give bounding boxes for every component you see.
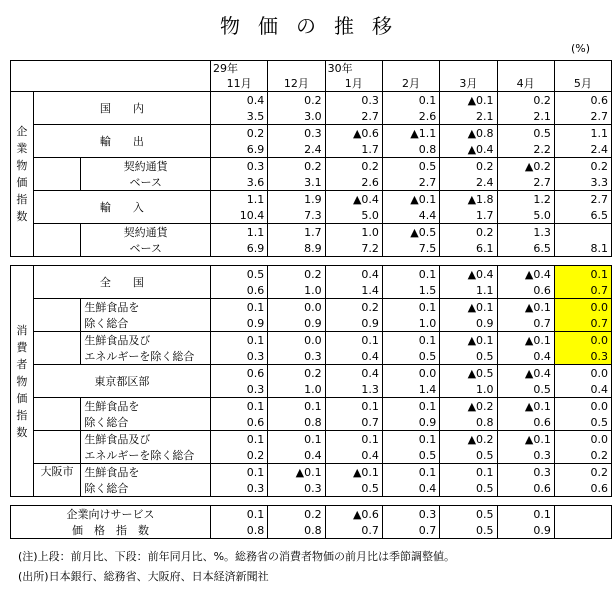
spacer xyxy=(382,257,439,266)
value-cell: 4.4 xyxy=(382,207,439,224)
value-cell: 2.7 xyxy=(554,191,611,208)
spacer xyxy=(497,497,554,506)
value-cell: 0.5 xyxy=(440,506,497,523)
value-cell: 2.4 xyxy=(440,174,497,191)
year-header xyxy=(440,61,497,77)
value-cell: ▲0.1 xyxy=(440,299,497,316)
value-cell: ▲0.4 xyxy=(440,266,497,283)
row-label: 東京都区部 xyxy=(33,365,210,398)
value-cell: 6.1 xyxy=(440,240,497,257)
value-cell: 0.1 xyxy=(382,332,439,349)
spacer xyxy=(33,497,81,506)
value-cell: 1.9 xyxy=(268,191,325,208)
unit-label: (%) xyxy=(571,42,591,55)
value-cell: 0.7 xyxy=(497,315,554,332)
value-cell: 1.5 xyxy=(382,282,439,299)
title-char: 価 xyxy=(258,14,278,38)
value-cell: 1.4 xyxy=(325,282,382,299)
value-cell: 0.4 xyxy=(210,92,267,109)
corner-cell xyxy=(11,61,211,92)
value-cell: 0.2 xyxy=(268,365,325,382)
value-cell: ▲0.8 xyxy=(440,125,497,142)
row-label: エネルギーを除く総合 xyxy=(81,447,211,464)
value-cell: 0.4 xyxy=(325,266,382,283)
value-cell: 2.1 xyxy=(497,108,554,125)
row-label: 生鮮食品を xyxy=(81,464,211,481)
row-label: 除く総合 xyxy=(81,480,211,497)
value-cell: 0.6 xyxy=(210,282,267,299)
value-cell: 0.6 xyxy=(497,282,554,299)
value-cell: 1.1 xyxy=(554,125,611,142)
value-cell: 0.2 xyxy=(325,158,382,175)
value-cell: ▲0.1 xyxy=(497,332,554,349)
value-cell: 1.1 xyxy=(440,282,497,299)
spacer xyxy=(210,497,267,506)
value-cell: 7.3 xyxy=(268,207,325,224)
year-header xyxy=(554,61,611,77)
row-label: 除く総合 xyxy=(81,414,211,431)
value-cell: 0.7 xyxy=(554,315,611,332)
spacer xyxy=(554,497,611,506)
value-cell: 0.3 xyxy=(210,348,267,365)
value-cell: 0.1 xyxy=(554,266,611,283)
value-cell: 0.7 xyxy=(382,522,439,539)
value-cell: 0.5 xyxy=(325,480,382,497)
value-cell: 0.0 xyxy=(554,332,611,349)
value-cell: ▲0.4 xyxy=(497,266,554,283)
value-cell: ▲0.1 xyxy=(497,398,554,415)
osaka-label: 大阪市 xyxy=(33,464,81,497)
value-cell: 0.9 xyxy=(268,315,325,332)
value-cell: 0.3 xyxy=(268,480,325,497)
row-label: ベース xyxy=(81,174,211,191)
value-cell: 0.5 xyxy=(210,266,267,283)
value-cell: ▲0.6 xyxy=(325,506,382,523)
title-char: 物 xyxy=(220,14,240,38)
value-cell: 0.1 xyxy=(210,431,267,448)
row-label: ベース xyxy=(81,240,211,257)
value-cell xyxy=(554,224,611,241)
value-cell: ▲0.2 xyxy=(497,158,554,175)
value-cell: 0.1 xyxy=(497,506,554,523)
value-cell: ▲0.4 xyxy=(497,365,554,382)
year-header xyxy=(497,61,554,77)
value-cell: 5.0 xyxy=(325,207,382,224)
value-cell: 3.5 xyxy=(210,108,267,125)
spacer xyxy=(11,497,34,506)
spacer xyxy=(440,257,497,266)
price-table xyxy=(10,60,612,539)
value-cell: 0.5 xyxy=(382,447,439,464)
value-cell: 0.8 xyxy=(268,522,325,539)
value-cell: 0.9 xyxy=(325,315,382,332)
value-cell: 3.3 xyxy=(554,174,611,191)
value-cell: 3.6 xyxy=(210,174,267,191)
value-cell: 7.2 xyxy=(325,240,382,257)
year-header: 29年 xyxy=(210,61,267,77)
value-cell: 1.0 xyxy=(382,315,439,332)
value-cell: 0.1 xyxy=(382,431,439,448)
value-cell: 7.5 xyxy=(382,240,439,257)
value-cell xyxy=(554,506,611,523)
spacer xyxy=(440,497,497,506)
value-cell: 0.6 xyxy=(497,480,554,497)
value-cell: 0.2 xyxy=(210,447,267,464)
month-header: 5月 xyxy=(554,76,611,92)
value-cell: 0.0 xyxy=(554,299,611,316)
month-header: 1月 xyxy=(325,76,382,92)
value-cell: 0.4 xyxy=(497,348,554,365)
value-cell: 6.9 xyxy=(210,141,267,158)
indent-cell xyxy=(33,431,81,464)
value-cell: 0.1 xyxy=(382,464,439,481)
value-cell: 0.3 xyxy=(268,125,325,142)
value-cell: 0.5 xyxy=(382,348,439,365)
page-title xyxy=(0,10,612,39)
value-cell: 0.1 xyxy=(325,398,382,415)
value-cell: 0.7 xyxy=(325,522,382,539)
value-cell: 0.6 xyxy=(210,414,267,431)
spacer xyxy=(81,497,211,506)
sppi-label: 価 格 指 数 xyxy=(11,522,211,539)
value-cell: 0.5 xyxy=(440,480,497,497)
value-cell: 0.1 xyxy=(440,464,497,481)
value-cell: ▲0.1 xyxy=(268,464,325,481)
value-cell: 0.3 xyxy=(268,348,325,365)
row-label: 除く総合 xyxy=(81,315,211,332)
month-header: 11月 xyxy=(210,76,267,92)
value-cell: 0.8 xyxy=(268,414,325,431)
value-cell: ▲0.2 xyxy=(440,398,497,415)
value-cell: 1.1 xyxy=(210,224,267,241)
value-cell: 1.2 xyxy=(497,191,554,208)
value-cell: 0.3 xyxy=(210,381,267,398)
sppi-label: 企業向けサービス xyxy=(11,506,211,523)
value-cell: 0.7 xyxy=(554,282,611,299)
value-cell: ▲0.1 xyxy=(325,464,382,481)
value-cell: ▲0.1 xyxy=(382,191,439,208)
indent-cell xyxy=(33,398,81,431)
value-cell: 2.6 xyxy=(382,108,439,125)
value-cell: 8.9 xyxy=(268,240,325,257)
value-cell: 0.2 xyxy=(210,125,267,142)
value-cell: 0.2 xyxy=(440,224,497,241)
value-cell: 0.5 xyxy=(440,348,497,365)
value-cell: 5.0 xyxy=(497,207,554,224)
value-cell: ▲0.1 xyxy=(440,92,497,109)
row-label: 生鮮食品を xyxy=(81,398,211,415)
value-cell: 0.3 xyxy=(325,92,382,109)
value-cell: 0.2 xyxy=(268,266,325,283)
value-cell: 1.7 xyxy=(325,141,382,158)
row-label: 輸 出 xyxy=(33,125,210,158)
value-cell: 0.2 xyxy=(497,92,554,109)
year-header: 30年 xyxy=(325,61,382,77)
value-cell: 8.1 xyxy=(554,240,611,257)
value-cell: 0.3 xyxy=(497,447,554,464)
spacer xyxy=(33,257,81,266)
indent-cell xyxy=(33,299,81,332)
value-cell: 0.3 xyxy=(210,480,267,497)
value-cell: ▲0.6 xyxy=(325,125,382,142)
value-cell: 0.0 xyxy=(268,299,325,316)
row-label: エネルギーを除く総合 xyxy=(81,348,211,365)
value-cell: 0.4 xyxy=(325,365,382,382)
row-label: 契約通貨 xyxy=(81,224,211,241)
month-header: 4月 xyxy=(497,76,554,92)
spacer xyxy=(11,257,34,266)
value-cell: 0.2 xyxy=(268,158,325,175)
value-cell: 10.4 xyxy=(210,207,267,224)
value-cell: 0.4 xyxy=(382,480,439,497)
value-cell: 0.1 xyxy=(268,431,325,448)
value-cell: 3.1 xyxy=(268,174,325,191)
value-cell: 0.1 xyxy=(210,398,267,415)
value-cell: 0.3 xyxy=(210,158,267,175)
value-cell: 1.7 xyxy=(440,207,497,224)
source-line: (出所)日本銀行、総務省、大阪府、日本経済新聞社 xyxy=(18,570,269,583)
value-cell: 1.0 xyxy=(268,282,325,299)
value-cell: 1.3 xyxy=(325,381,382,398)
value-cell: 2.4 xyxy=(554,141,611,158)
value-cell: 0.3 xyxy=(554,348,611,365)
value-cell: 0.2 xyxy=(554,158,611,175)
value-cell: 0.9 xyxy=(497,522,554,539)
value-cell xyxy=(554,522,611,539)
value-cell: 1.7 xyxy=(268,224,325,241)
row-label: 全 国 xyxy=(33,266,210,299)
value-cell: 0.2 xyxy=(268,92,325,109)
value-cell: 3.0 xyxy=(268,108,325,125)
value-cell: 2.1 xyxy=(440,108,497,125)
value-cell: 0.1 xyxy=(325,431,382,448)
title-char: 移 xyxy=(372,14,392,38)
indent-cell xyxy=(33,224,81,257)
spacer xyxy=(210,257,267,266)
value-cell: 2.4 xyxy=(268,141,325,158)
value-cell: 0.1 xyxy=(210,332,267,349)
year-header xyxy=(268,61,325,77)
value-cell: 0.6 xyxy=(554,480,611,497)
value-cell: 0.6 xyxy=(497,414,554,431)
value-cell: 0.9 xyxy=(210,315,267,332)
value-cell: 0.4 xyxy=(325,348,382,365)
value-cell: 0.4 xyxy=(268,447,325,464)
value-cell: 0.6 xyxy=(554,92,611,109)
value-cell: 0.5 xyxy=(440,447,497,464)
indent-cell xyxy=(33,332,81,365)
spacer xyxy=(497,257,554,266)
value-cell: 6.5 xyxy=(497,240,554,257)
value-cell: 1.0 xyxy=(268,381,325,398)
value-cell: 0.1 xyxy=(382,266,439,283)
spacer xyxy=(325,497,382,506)
value-cell: 1.1 xyxy=(210,191,267,208)
value-cell: ▲0.2 xyxy=(440,431,497,448)
value-cell: 0.4 xyxy=(325,447,382,464)
value-cell: 0.8 xyxy=(382,141,439,158)
row-label: 輸 入 xyxy=(33,191,210,224)
title-char: 推 xyxy=(334,14,354,38)
value-cell: ▲1.8 xyxy=(440,191,497,208)
note-line: (注)上段：前月比、下段：前年同月比、%。総務省の消費者物価の前月比は季節調整値。 xyxy=(18,550,456,563)
value-cell: 0.3 xyxy=(382,506,439,523)
value-cell: 6.5 xyxy=(554,207,611,224)
value-cell: 0.2 xyxy=(554,464,611,481)
month-header: 12月 xyxy=(268,76,325,92)
spacer xyxy=(554,257,611,266)
value-cell: ▲0.1 xyxy=(440,332,497,349)
value-cell: 1.3 xyxy=(497,224,554,241)
value-cell: 0.2 xyxy=(554,447,611,464)
value-cell: 0.8 xyxy=(440,414,497,431)
value-cell: 0.5 xyxy=(554,414,611,431)
value-cell: 0.2 xyxy=(268,506,325,523)
row-label: 契約通貨 xyxy=(81,158,211,175)
value-cell: ▲0.5 xyxy=(382,224,439,241)
value-cell: 0.5 xyxy=(382,158,439,175)
value-cell: 2.2 xyxy=(497,141,554,158)
value-cell: 0.2 xyxy=(440,158,497,175)
value-cell: ▲0.5 xyxy=(440,365,497,382)
value-cell: 0.4 xyxy=(554,381,611,398)
title-char: の xyxy=(296,14,316,38)
value-cell: 0.1 xyxy=(382,299,439,316)
row-label: 生鮮食品及び xyxy=(81,332,211,349)
value-cell: 1.4 xyxy=(382,381,439,398)
value-cell: ▲0.1 xyxy=(497,299,554,316)
value-cell: ▲0.1 xyxy=(497,431,554,448)
value-cell: 2.7 xyxy=(554,108,611,125)
spacer xyxy=(268,497,325,506)
value-cell: 0.0 xyxy=(268,332,325,349)
value-cell: 0.7 xyxy=(325,414,382,431)
row-label: 生鮮食品を xyxy=(81,299,211,316)
value-cell: 0.0 xyxy=(554,365,611,382)
value-cell: 0.1 xyxy=(210,299,267,316)
value-cell: 0.9 xyxy=(382,414,439,431)
value-cell: ▲1.1 xyxy=(382,125,439,142)
spacer xyxy=(268,257,325,266)
value-cell: ▲0.4 xyxy=(440,141,497,158)
value-cell: 0.9 xyxy=(440,315,497,332)
value-cell: 0.0 xyxy=(382,365,439,382)
month-header: 3月 xyxy=(440,76,497,92)
value-cell: 0.2 xyxy=(325,299,382,316)
value-cell: 0.1 xyxy=(382,398,439,415)
value-cell: 0.5 xyxy=(440,522,497,539)
spacer xyxy=(382,497,439,506)
month-header: 2月 xyxy=(382,76,439,92)
value-cell: 0.1 xyxy=(382,92,439,109)
value-cell: 2.7 xyxy=(497,174,554,191)
value-cell: 0.0 xyxy=(554,431,611,448)
value-cell: 0.1 xyxy=(325,332,382,349)
value-cell: 0.8 xyxy=(210,522,267,539)
spacer xyxy=(325,257,382,266)
value-cell: 2.7 xyxy=(382,174,439,191)
indent-cell xyxy=(33,158,81,191)
value-cell: 0.5 xyxy=(497,125,554,142)
value-cell: 0.3 xyxy=(497,464,554,481)
row-label: 国 内 xyxy=(33,92,210,125)
cpi-category: 消 費 者 物 価 指 数 xyxy=(11,266,34,497)
row-label: 生鮮食品及び xyxy=(81,431,211,448)
value-cell: 0.0 xyxy=(554,398,611,415)
value-cell: 0.6 xyxy=(210,365,267,382)
value-cell: 0.5 xyxy=(497,381,554,398)
value-cell: 2.7 xyxy=(325,108,382,125)
value-cell: 1.0 xyxy=(440,381,497,398)
value-cell: 0.1 xyxy=(210,464,267,481)
value-cell: 1.0 xyxy=(325,224,382,241)
value-cell: ▲0.4 xyxy=(325,191,382,208)
value-cell: 0.1 xyxy=(210,506,267,523)
spacer xyxy=(81,257,211,266)
year-header xyxy=(382,61,439,77)
cgpi-category: 企 業 物 価 指 数 xyxy=(11,92,34,257)
value-cell: 6.9 xyxy=(210,240,267,257)
value-cell: 0.1 xyxy=(268,398,325,415)
value-cell: 2.6 xyxy=(325,174,382,191)
